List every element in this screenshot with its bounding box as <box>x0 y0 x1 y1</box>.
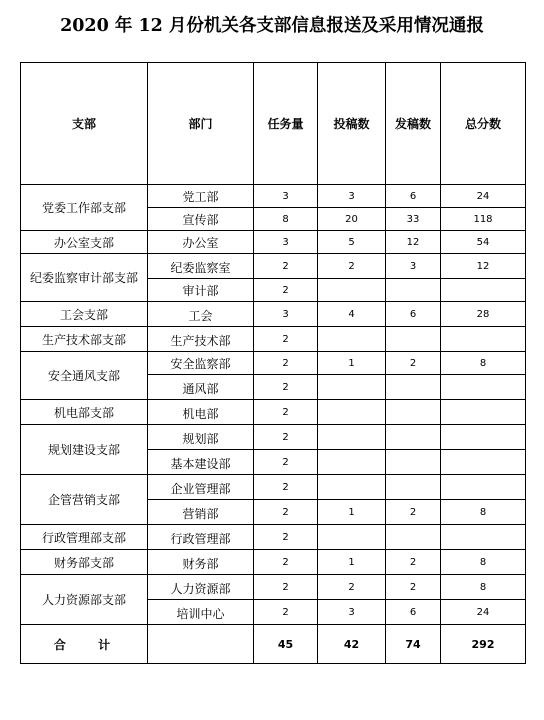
score-cell: 8 <box>441 550 526 575</box>
score-cell: 24 <box>441 185 526 208</box>
task-cell: 2 <box>254 375 318 400</box>
table-row <box>21 525 526 550</box>
branch-cell: 机电部支部 <box>21 400 148 425</box>
col-header-publish: 发稿数 <box>386 63 441 185</box>
score-cell <box>441 475 526 500</box>
submit-cell <box>318 425 386 450</box>
dept-cell: 审计部 <box>148 279 254 302</box>
submit-cell: 1 <box>318 500 386 525</box>
col-header-task: 任务量 <box>254 63 318 185</box>
dept-cell: 规划部 <box>148 425 254 450</box>
publish-cell: 2 <box>386 575 441 600</box>
publish-cell: 2 <box>386 500 441 525</box>
score-cell: 28 <box>441 302 526 327</box>
table-row <box>21 550 526 575</box>
task-cell: 2 <box>254 254 318 279</box>
submit-cell: 1 <box>318 550 386 575</box>
submit-cell <box>318 400 386 425</box>
score-cell: 8 <box>441 500 526 525</box>
table-row <box>21 352 526 375</box>
col-header-dept: 部门 <box>148 63 254 185</box>
task-cell: 2 <box>254 450 318 475</box>
publish-cell <box>386 525 441 550</box>
branch-cell: 财务部支部 <box>21 550 148 575</box>
score-cell <box>441 400 526 425</box>
publish-cell: 3 <box>386 254 441 279</box>
score-cell: 8 <box>441 575 526 600</box>
total-dept-cell <box>148 625 254 664</box>
task-cell: 3 <box>254 185 318 208</box>
table-row <box>21 231 526 254</box>
dept-cell: 宣传部 <box>148 208 254 231</box>
branch-cell: 办公室支部 <box>21 231 148 254</box>
publish-cell <box>386 400 441 425</box>
table-row <box>21 425 526 450</box>
publish-cell <box>386 450 441 475</box>
score-cell <box>441 525 526 550</box>
submit-cell <box>318 450 386 475</box>
dept-cell: 办公室 <box>148 231 254 254</box>
table-row <box>21 400 526 425</box>
report-table <box>20 62 526 664</box>
table-row <box>21 302 526 327</box>
submit-cell <box>318 525 386 550</box>
score-cell: 54 <box>441 231 526 254</box>
branch-cell: 工会支部 <box>21 302 148 327</box>
submit-cell <box>318 327 386 352</box>
publish-cell: 12 <box>386 231 441 254</box>
branch-cell: 党委工作部支部 <box>21 185 148 231</box>
dept-cell: 通风部 <box>148 375 254 400</box>
publish-cell <box>386 475 441 500</box>
dept-cell: 营销部 <box>148 500 254 525</box>
col-header-submit: 投稿数 <box>318 63 386 185</box>
table-row <box>21 254 526 279</box>
branch-cell: 人力资源部支部 <box>21 575 148 625</box>
branch-cell: 行政管理部支部 <box>21 525 148 550</box>
total-publish: 74 <box>386 625 441 664</box>
score-cell: 24 <box>441 600 526 625</box>
task-cell: 2 <box>254 600 318 625</box>
score-cell: 12 <box>441 254 526 279</box>
task-cell: 2 <box>254 400 318 425</box>
submit-cell: 2 <box>318 575 386 600</box>
dept-cell: 基本建设部 <box>148 450 254 475</box>
branch-cell: 规划建设支部 <box>21 425 148 475</box>
total-submit: 42 <box>318 625 386 664</box>
publish-cell: 6 <box>386 185 441 208</box>
submit-cell: 3 <box>318 185 386 208</box>
task-cell: 2 <box>254 550 318 575</box>
dept-cell: 机电部 <box>148 400 254 425</box>
task-cell: 3 <box>254 231 318 254</box>
task-cell: 2 <box>254 475 318 500</box>
branch-cell: 企管营销支部 <box>21 475 148 525</box>
col-header-score: 总分数 <box>441 63 526 185</box>
score-cell <box>441 327 526 352</box>
dept-cell: 生产技术部 <box>148 327 254 352</box>
publish-cell <box>386 375 441 400</box>
submit-cell: 4 <box>318 302 386 327</box>
score-cell <box>441 425 526 450</box>
branch-cell: 生产技术部支部 <box>21 327 148 352</box>
score-cell <box>441 450 526 475</box>
publish-cell: 2 <box>386 352 441 375</box>
submit-cell: 20 <box>318 208 386 231</box>
dept-cell: 纪委监察室 <box>148 254 254 279</box>
task-cell: 2 <box>254 575 318 600</box>
score-cell <box>441 375 526 400</box>
dept-cell: 企业管理部 <box>148 475 254 500</box>
task-cell: 8 <box>254 208 318 231</box>
total-row <box>21 625 526 664</box>
page-title: 2020 年 12 月份机关各支部信息报送及采用情况通报 <box>60 16 484 36</box>
dept-cell: 党工部 <box>148 185 254 208</box>
publish-cell: 33 <box>386 208 441 231</box>
branch-cell: 纪委监察审计部支部 <box>21 254 148 302</box>
score-cell <box>441 279 526 302</box>
publish-cell <box>386 279 441 302</box>
task-cell: 2 <box>254 500 318 525</box>
dept-cell: 财务部 <box>148 550 254 575</box>
task-cell: 2 <box>254 425 318 450</box>
total-score: 292 <box>441 625 526 664</box>
task-cell: 2 <box>254 352 318 375</box>
dept-cell: 行政管理部 <box>148 525 254 550</box>
table-row <box>21 327 526 352</box>
publish-cell: 2 <box>386 550 441 575</box>
total-task: 45 <box>254 625 318 664</box>
publish-cell <box>386 327 441 352</box>
submit-cell <box>318 475 386 500</box>
submit-cell: 5 <box>318 231 386 254</box>
publish-cell <box>386 425 441 450</box>
dept-cell: 人力资源部 <box>148 575 254 600</box>
score-cell: 118 <box>441 208 526 231</box>
branch-cell: 安全通风支部 <box>21 352 148 400</box>
submit-cell <box>318 279 386 302</box>
dept-cell: 培训中心 <box>148 600 254 625</box>
submit-cell: 2 <box>318 254 386 279</box>
header-row <box>21 63 526 185</box>
dept-cell: 工会 <box>148 302 254 327</box>
table-row <box>21 475 526 500</box>
publish-cell: 6 <box>386 600 441 625</box>
task-cell: 2 <box>254 279 318 302</box>
submit-cell: 3 <box>318 600 386 625</box>
task-cell: 2 <box>254 327 318 352</box>
table-row <box>21 185 526 208</box>
table-row <box>21 575 526 600</box>
score-cell: 8 <box>441 352 526 375</box>
submit-cell: 1 <box>318 352 386 375</box>
dept-cell: 安全监察部 <box>148 352 254 375</box>
task-cell: 3 <box>254 302 318 327</box>
total-label: 合 计 <box>21 625 148 664</box>
col-header-branch: 支部 <box>21 63 148 185</box>
publish-cell: 6 <box>386 302 441 327</box>
submit-cell <box>318 375 386 400</box>
task-cell: 2 <box>254 525 318 550</box>
